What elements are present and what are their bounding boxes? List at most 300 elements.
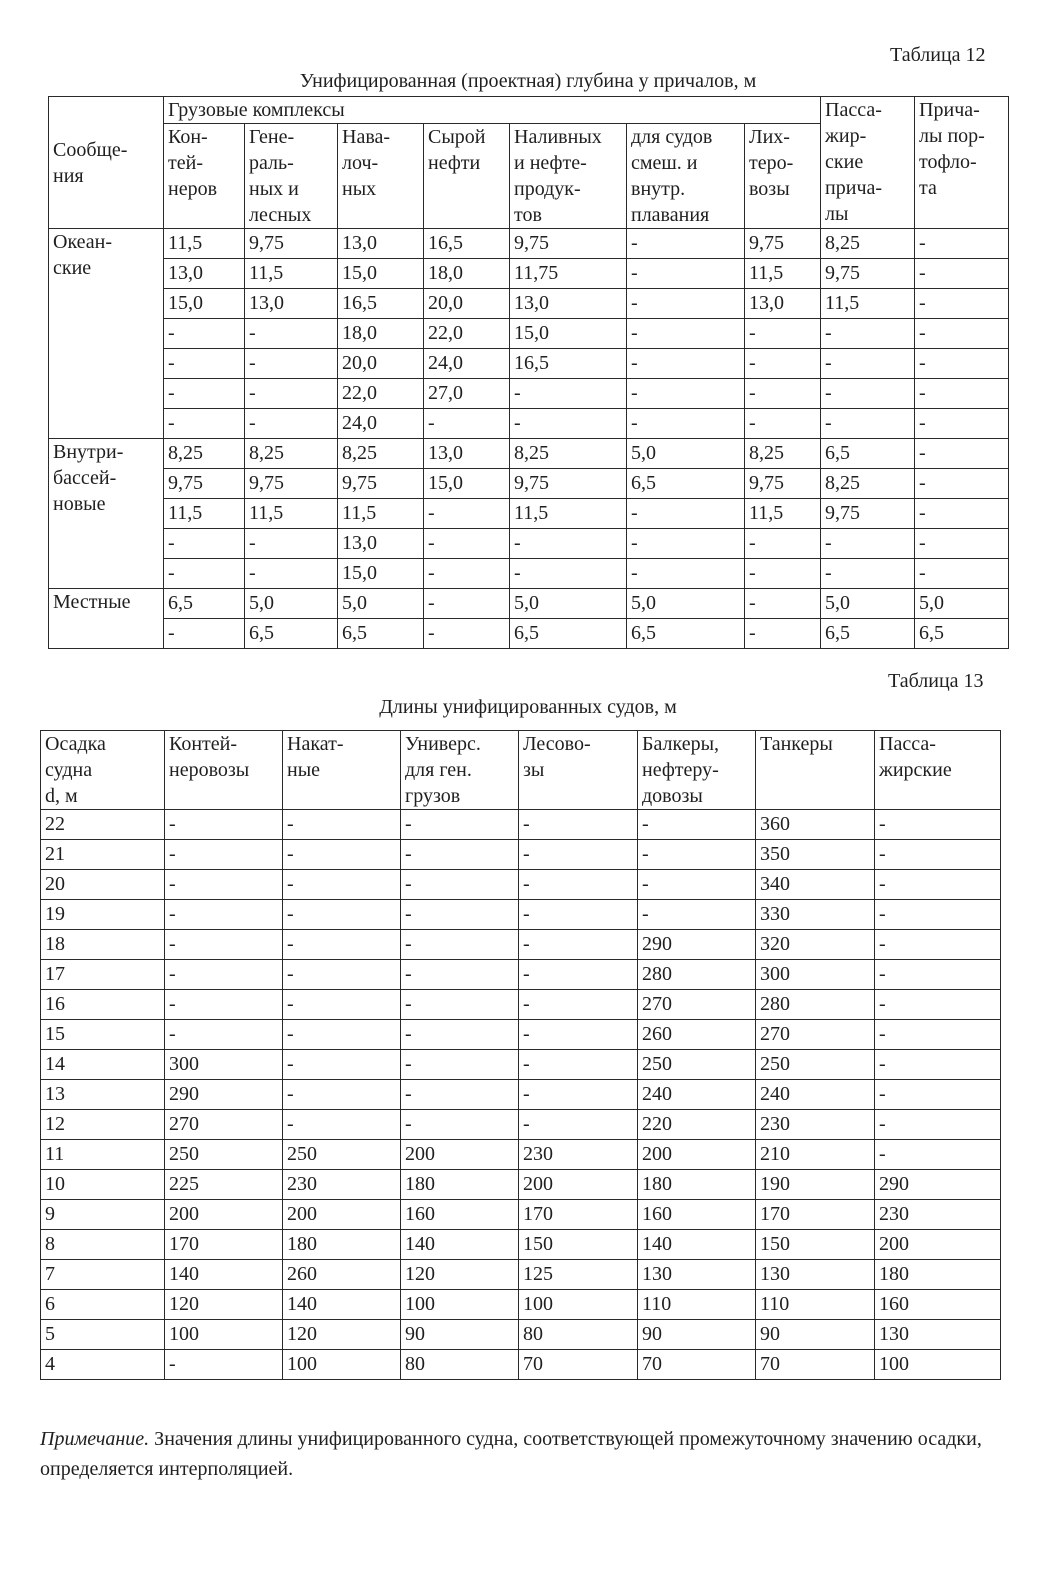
table13-cell: 270: [638, 990, 756, 1020]
table13-cell: -: [165, 900, 283, 930]
table12-cell: 15,0: [338, 259, 424, 289]
table13-cell: -: [875, 840, 1001, 870]
table12-cell: -: [915, 529, 1009, 559]
table12-cell: 15,0: [338, 559, 424, 589]
table13-cell: -: [401, 900, 519, 930]
table13-cell: 100: [401, 1290, 519, 1320]
table13-row: [41, 840, 1001, 870]
table13-cell: -: [165, 870, 283, 900]
table13-cell: -: [875, 930, 1001, 960]
table13-cell: -: [875, 1020, 1001, 1050]
table12-cell: -: [915, 229, 1009, 259]
table13-cell: 13: [41, 1080, 165, 1110]
table12-cell: -: [915, 319, 1009, 349]
table13-header-cell: Контей- неровозы: [165, 731, 283, 810]
header-cargo-col: для судов смеш. и внутр. плавания: [627, 124, 745, 229]
table13-cell: -: [283, 810, 401, 840]
table13-cell: -: [283, 1080, 401, 1110]
table13-cell: 100: [165, 1320, 283, 1350]
table13-cell: 290: [165, 1080, 283, 1110]
table13-cell: 125: [519, 1260, 638, 1290]
table13-header-cell: Балкеры, нефтеру- довозы: [638, 731, 756, 810]
table12-cell: 6,5: [627, 469, 745, 499]
table12-cell: 9,75: [338, 469, 424, 499]
table13-cell: -: [283, 990, 401, 1020]
table13-cell: -: [519, 1020, 638, 1050]
table12-cell: 22,0: [424, 319, 510, 349]
table12-cell: 11,5: [821, 289, 915, 319]
table13-cell: 150: [519, 1230, 638, 1260]
table12-cell: 6,5: [915, 619, 1009, 649]
table12-label: Таблица 12: [890, 44, 986, 66]
table12-cell: 27,0: [424, 379, 510, 409]
table13-cell: -: [165, 960, 283, 990]
table13-cell: -: [283, 1050, 401, 1080]
table13-cell: 16: [41, 990, 165, 1020]
table13-cell: 160: [638, 1200, 756, 1230]
table13-cell: -: [401, 990, 519, 1020]
table13-row: [41, 1350, 1001, 1380]
table12-cell: 18,0: [424, 259, 510, 289]
table12-cell: 9,75: [821, 259, 915, 289]
table13-cell: 160: [401, 1200, 519, 1230]
table12: [48, 96, 1009, 649]
table12-cell: 13,0: [164, 259, 245, 289]
table13-row: [41, 1080, 1001, 1110]
table12-row: [49, 409, 1009, 439]
table12-cell: 9,75: [821, 499, 915, 529]
table13-cell: 80: [519, 1320, 638, 1350]
table13-cell: -: [165, 990, 283, 1020]
note-text: Значения длины унифицированного судна, соответствующей промежуточному значению осадки, определяется интерполяцией.: [40, 1428, 982, 1480]
table12-cell: -: [164, 349, 245, 379]
table13-cell: 120: [283, 1320, 401, 1350]
header-cargo-col: Лих- теро- возы: [745, 124, 821, 229]
table13-cell: -: [165, 1350, 283, 1380]
table12-cell: -: [745, 529, 821, 559]
table13-row: [41, 1260, 1001, 1290]
table13-cell: -: [519, 960, 638, 990]
table12-cell: 16,5: [338, 289, 424, 319]
table12-row: [49, 349, 1009, 379]
table12-cell: -: [627, 349, 745, 379]
table13-cell: 90: [638, 1320, 756, 1350]
table12-cell: 8,25: [245, 439, 338, 469]
table12-cell: 9,75: [745, 469, 821, 499]
table13-cell: -: [875, 990, 1001, 1020]
table13-cell: 320: [756, 930, 875, 960]
table13-cell: -: [401, 840, 519, 870]
table12-cell: -: [510, 559, 627, 589]
table12-cell: 13,0: [338, 529, 424, 559]
table13-cell: 170: [519, 1200, 638, 1230]
table13-cell: -: [283, 1020, 401, 1050]
table13-cell: -: [519, 900, 638, 930]
table13-cell: 290: [875, 1170, 1001, 1200]
table13-row: [41, 810, 1001, 840]
table13-cell: -: [165, 1020, 283, 1050]
table12-cell: 15,0: [424, 469, 510, 499]
table12-cell: -: [627, 379, 745, 409]
table13-cell: 180: [875, 1260, 1001, 1290]
table12-cell: -: [627, 259, 745, 289]
table12-cell: 6,5: [821, 619, 915, 649]
table12-cell: 6,5: [164, 589, 245, 619]
table13-cell: 230: [875, 1200, 1001, 1230]
table13-cell: -: [519, 990, 638, 1020]
table12-cell: -: [424, 619, 510, 649]
header-port-fleet-berths: Прича- лы пор- тофло- та: [915, 97, 1009, 229]
table12-cell: 9,75: [510, 469, 627, 499]
table13-cell: 225: [165, 1170, 283, 1200]
table12-cell: 15,0: [164, 289, 245, 319]
table12-cell: -: [424, 589, 510, 619]
table12-cell: -: [627, 319, 745, 349]
table13-cell: 130: [756, 1260, 875, 1290]
table12-cell: 6,5: [627, 619, 745, 649]
table12-cell: -: [915, 559, 1009, 589]
table12-row: [49, 379, 1009, 409]
table13-cell: 230: [283, 1170, 401, 1200]
table13-cell: 21: [41, 840, 165, 870]
table12-cell: 24,0: [424, 349, 510, 379]
table12-cell: 9,75: [164, 469, 245, 499]
table12-cell: 20,0: [338, 349, 424, 379]
table13-header-row: [41, 731, 1001, 810]
table13-cell: 130: [875, 1320, 1001, 1350]
table12-cell: 8,25: [745, 439, 821, 469]
table13-cell: -: [519, 840, 638, 870]
table13-cell: 350: [756, 840, 875, 870]
table13-row: [41, 960, 1001, 990]
table12-cell: 11,5: [245, 259, 338, 289]
table13-cell: 90: [401, 1320, 519, 1350]
table13-cell: 240: [756, 1080, 875, 1110]
table13-cell: -: [401, 960, 519, 990]
header-cargo-col: Кон- тей- неров: [164, 124, 245, 229]
table13-cell: 200: [283, 1200, 401, 1230]
table12-cell: 11,5: [245, 499, 338, 529]
table12-cell: 11,5: [745, 259, 821, 289]
table13-cell: -: [283, 900, 401, 930]
table12-cell: -: [745, 619, 821, 649]
table13-cell: 280: [756, 990, 875, 1020]
table13-cell: 140: [638, 1230, 756, 1260]
table13-cell: -: [638, 810, 756, 840]
table12-cell: 5,0: [245, 589, 338, 619]
group-name: Океан- ские: [49, 229, 164, 439]
table13-cell: -: [401, 1110, 519, 1140]
table12-cell: -: [510, 409, 627, 439]
table12-cell: 20,0: [424, 289, 510, 319]
table13-cell: 330: [756, 900, 875, 930]
table13-cell: 22: [41, 810, 165, 840]
table12-cell: -: [424, 559, 510, 589]
table12-cell: 9,75: [745, 229, 821, 259]
table12-cell: 15,0: [510, 319, 627, 349]
table13-label: Таблица 13: [888, 670, 984, 692]
table13-cell: 9: [41, 1200, 165, 1230]
table12-cell: -: [915, 469, 1009, 499]
table12-cell: -: [627, 529, 745, 559]
table12-cell: -: [745, 589, 821, 619]
table13-cell: 200: [638, 1140, 756, 1170]
table13-cell: 170: [756, 1200, 875, 1230]
table13-row: [41, 1290, 1001, 1320]
table12-cell: -: [164, 319, 245, 349]
table12-cell: -: [245, 349, 338, 379]
table13-cell: 100: [875, 1350, 1001, 1380]
table13-row: [41, 1200, 1001, 1230]
table13-cell: 7: [41, 1260, 165, 1290]
table12-cell: 6,5: [510, 619, 627, 649]
table13-cell: 190: [756, 1170, 875, 1200]
table12-cell: 16,5: [510, 349, 627, 379]
table13-cell: -: [401, 1080, 519, 1110]
table13-cell: 180: [283, 1230, 401, 1260]
table13-cell: 90: [756, 1320, 875, 1350]
table13-cell: -: [519, 1050, 638, 1080]
table12-cell: -: [821, 529, 915, 559]
table13-cell: 250: [638, 1050, 756, 1080]
table13-cell: -: [283, 1110, 401, 1140]
table13-cell: 180: [401, 1170, 519, 1200]
table12-cell: -: [821, 559, 915, 589]
table13-cell: -: [401, 810, 519, 840]
table13-cell: 220: [638, 1110, 756, 1140]
table12-cell: 8,25: [164, 439, 245, 469]
table12-cell: -: [915, 379, 1009, 409]
table12-cell: -: [821, 409, 915, 439]
table13-row: [41, 1170, 1001, 1200]
table12-cell: 18,0: [338, 319, 424, 349]
table12-cell: -: [915, 259, 1009, 289]
table13-cell: 70: [756, 1350, 875, 1380]
table13-row: [41, 900, 1001, 930]
table13-cell: -: [401, 1050, 519, 1080]
table12-cell: -: [245, 379, 338, 409]
table13-header-cell: Осадка судна d, м: [41, 731, 165, 810]
table13-cell: 340: [756, 870, 875, 900]
table13-cell: 70: [638, 1350, 756, 1380]
table12-cell: -: [510, 529, 627, 559]
table12-row: [49, 619, 1009, 649]
table13-cell: -: [401, 870, 519, 900]
table12-row: [49, 439, 1009, 469]
table12-row: [49, 319, 1009, 349]
table13-header-cell: Лесово- зы: [519, 731, 638, 810]
header-cargo-col: Гене- раль- ных и лесных: [245, 124, 338, 229]
table12-cell: 5,0: [821, 589, 915, 619]
table13-cell: 250: [165, 1140, 283, 1170]
table13-cell: -: [519, 870, 638, 900]
table12-cell: 13,0: [424, 439, 510, 469]
table12-row: [49, 289, 1009, 319]
table13-row: [41, 1230, 1001, 1260]
table13-cell: -: [519, 930, 638, 960]
table12-cell: -: [745, 349, 821, 379]
table13-cell: 12: [41, 1110, 165, 1140]
table12-cell: -: [745, 559, 821, 589]
table12-cell: -: [424, 529, 510, 559]
table12-title: Унифицированная (проектная) глубина у причалов, м: [299, 70, 757, 92]
table12-row: [49, 559, 1009, 589]
table12-cell: -: [627, 409, 745, 439]
table12-cell: 13,0: [510, 289, 627, 319]
table12-cell: 9,75: [245, 229, 338, 259]
table13-cell: -: [283, 930, 401, 960]
table13-cell: 200: [875, 1230, 1001, 1260]
table13-cell: 360: [756, 810, 875, 840]
table13-cell: -: [875, 870, 1001, 900]
table12-cell: -: [627, 559, 745, 589]
table13-cell: -: [638, 870, 756, 900]
table13-cell: -: [283, 960, 401, 990]
table13-cell: -: [638, 840, 756, 870]
table13-row: [41, 1110, 1001, 1140]
table12-cell: 6,5: [245, 619, 338, 649]
table13-cell: 230: [519, 1140, 638, 1170]
table13-cell: 280: [638, 960, 756, 990]
table12-cell: -: [245, 559, 338, 589]
table13-cell: 260: [283, 1260, 401, 1290]
table12-cell: 9,75: [245, 469, 338, 499]
table13-cell: 6: [41, 1290, 165, 1320]
table13-cell: -: [165, 930, 283, 960]
table12-row: [49, 469, 1009, 499]
table12-cell: -: [245, 409, 338, 439]
table13-cell: 200: [519, 1170, 638, 1200]
table12-cell: 13,0: [745, 289, 821, 319]
table12-cell: -: [164, 409, 245, 439]
table13-cell: -: [283, 840, 401, 870]
table13-cell: 300: [165, 1050, 283, 1080]
table12-cell: 11,5: [164, 499, 245, 529]
table13-cell: 10: [41, 1170, 165, 1200]
table12-cell: -: [821, 379, 915, 409]
table12-cell: -: [164, 619, 245, 649]
table13-cell: 70: [519, 1350, 638, 1380]
table12-cell: 11,5: [338, 499, 424, 529]
table13-cell: 100: [519, 1290, 638, 1320]
table12-cell: -: [424, 499, 510, 529]
table13-cell: 140: [401, 1230, 519, 1260]
table13-cell: -: [875, 1110, 1001, 1140]
table12-cell: 11,75: [510, 259, 627, 289]
table12-row: [49, 259, 1009, 289]
table12-cell: -: [745, 409, 821, 439]
table12-cell: 6,5: [821, 439, 915, 469]
table12-cell: -: [627, 499, 745, 529]
table12-cell: -: [627, 229, 745, 259]
group-name: Внутри- бассей- новые: [49, 439, 164, 589]
table13-cell: 140: [283, 1290, 401, 1320]
table13-cell: 140: [165, 1260, 283, 1290]
table13-cell: 200: [165, 1200, 283, 1230]
table13-cell: 230: [756, 1110, 875, 1140]
table13-cell: 300: [756, 960, 875, 990]
table13-cell: 180: [638, 1170, 756, 1200]
table13-title: Длины унифицированных судов, м: [379, 696, 677, 718]
header-cargo-col: Нава- лоч- ных: [338, 124, 424, 229]
table12-cell: -: [821, 349, 915, 379]
note-lead: Примечание.: [40, 1428, 150, 1450]
table13-cell: 100: [283, 1350, 401, 1380]
table12-cell: -: [915, 409, 1009, 439]
table13-cell: 120: [401, 1260, 519, 1290]
table13-cell: 80: [401, 1350, 519, 1380]
table12-cell: 5,0: [338, 589, 424, 619]
table13-header-cell: Танкеры: [756, 731, 875, 810]
table13-cell: 270: [165, 1110, 283, 1140]
table13-header-cell: Пасса- жирские: [875, 731, 1001, 810]
table12-cell: 5,0: [510, 589, 627, 619]
header-cargo-complexes: Грузовые комплексы: [164, 97, 821, 124]
table12-cell: -: [510, 379, 627, 409]
table12-row: [49, 589, 1009, 619]
table13-header-cell: Накат- ные: [283, 731, 401, 810]
table12-row: [49, 529, 1009, 559]
table13-cell: -: [875, 1140, 1001, 1170]
table13-cell: 200: [401, 1140, 519, 1170]
table13-row: [41, 1140, 1001, 1170]
table12-cell: 5,0: [627, 589, 745, 619]
table13-row: [41, 1320, 1001, 1350]
table12-cell: -: [745, 319, 821, 349]
table13-row: [41, 870, 1001, 900]
table13-cell: -: [875, 960, 1001, 990]
table12-cell: -: [245, 319, 338, 349]
table13-cell: 170: [165, 1230, 283, 1260]
table12-cell: -: [245, 529, 338, 559]
table12-cell: -: [627, 289, 745, 319]
table12-cell: 5,0: [627, 439, 745, 469]
table12-cell: -: [915, 439, 1009, 469]
table12-cell: 8,25: [510, 439, 627, 469]
table12-cell: -: [164, 379, 245, 409]
table12-cell: -: [915, 289, 1009, 319]
table13-cell: 210: [756, 1140, 875, 1170]
table12-cell: -: [821, 319, 915, 349]
table13-row: [41, 1050, 1001, 1080]
table12-cell: 11,5: [510, 499, 627, 529]
table13-cell: -: [165, 840, 283, 870]
table12-cell: -: [915, 349, 1009, 379]
table13-cell: 110: [638, 1290, 756, 1320]
table12-cell: 13,0: [245, 289, 338, 319]
table13-cell: -: [875, 810, 1001, 840]
table13-header-cell: Универс. для ген. грузов: [401, 731, 519, 810]
table12-cell: 24,0: [338, 409, 424, 439]
table12-cell: 16,5: [424, 229, 510, 259]
table12-header-row-1: [49, 97, 1009, 124]
table13-cell: 250: [756, 1050, 875, 1080]
table12-cell: 8,25: [821, 229, 915, 259]
table12-cell: 8,25: [338, 439, 424, 469]
table13-cell: 18: [41, 930, 165, 960]
table13-cell: 270: [756, 1020, 875, 1050]
table12-cell: -: [915, 499, 1009, 529]
table13-cell: -: [875, 1050, 1001, 1080]
header-passenger-berths: Пасса- жир- ские прича- лы: [821, 97, 915, 229]
table12-cell: 5,0: [915, 589, 1009, 619]
table12-cell: 8,25: [821, 469, 915, 499]
table12-cell: 6,5: [338, 619, 424, 649]
table13-cell: 110: [756, 1290, 875, 1320]
table13-cell: 8: [41, 1230, 165, 1260]
table13-cell: -: [401, 1020, 519, 1050]
table13-row: [41, 990, 1001, 1020]
